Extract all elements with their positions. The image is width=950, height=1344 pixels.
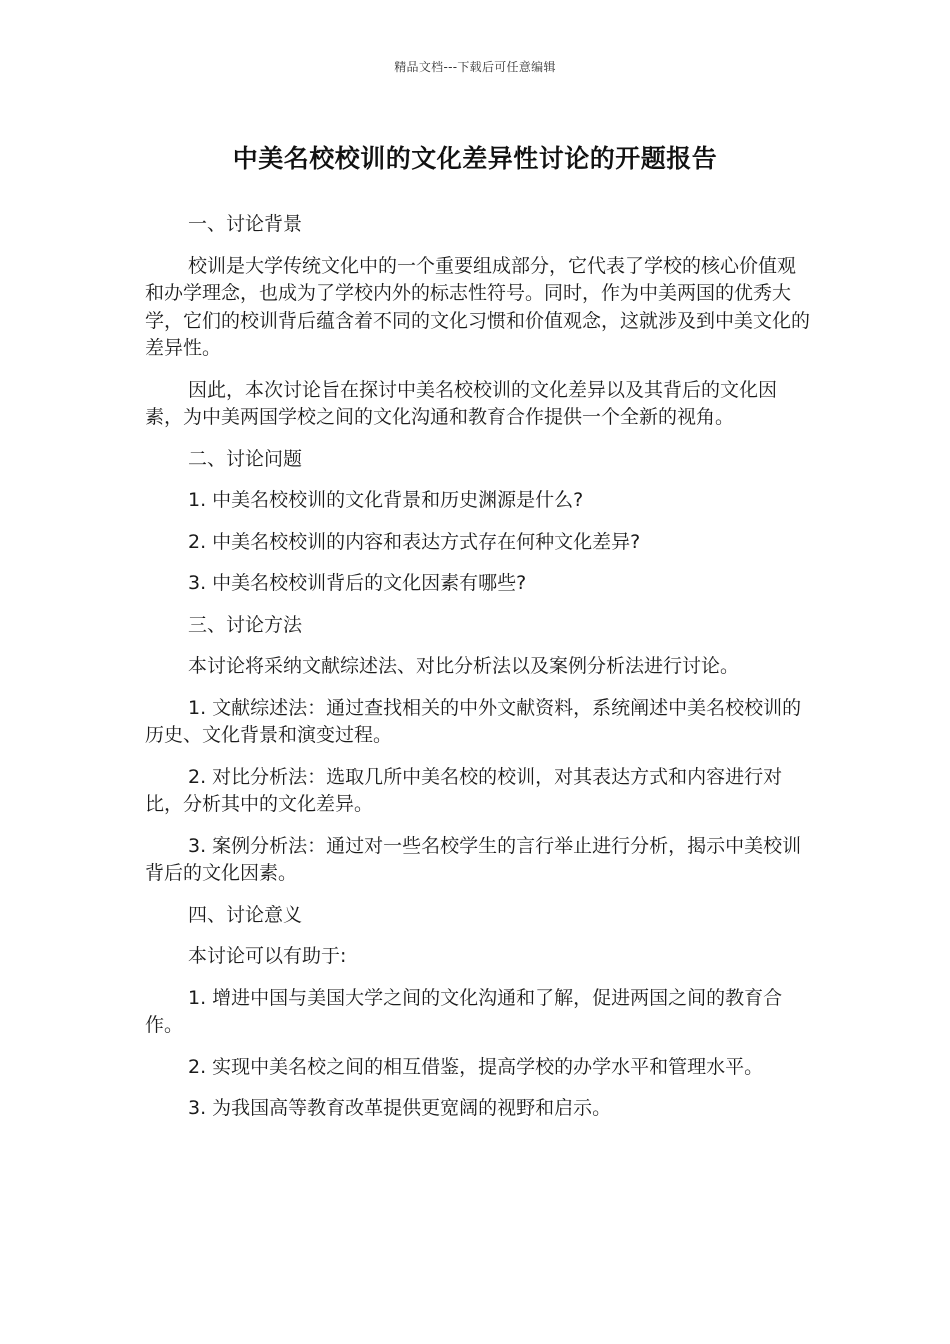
significance-item-2: 2. 实现中美名校之间的相互借鉴，提高学校的办学水平和管理水平。: [188, 1055, 764, 1078]
paragraph-significance-intro: 本讨论可以有助于:: [188, 945, 347, 967]
section-heading-background: 一、讨论背景: [188, 213, 303, 235]
paragraph-background-2: 因此，本次讨论旨在探讨中美名校校训的文化差异以及其背后的文化因素，为中美两国学校之间的文化沟通和教育合作提供一个全新的视角。: [145, 378, 778, 428]
method-item-3: 3. 案例分析法：通过对一些名校学生的言行举止进行分析，揭示中美校训背后的文化因素。: [145, 834, 802, 884]
section-heading-significance: 四、讨论意义: [188, 903, 303, 926]
method-item-2: 2. 对比分析法：选取几所中美名校的校训，对其表达方式和内容进行对比，分析其中的文化差异。: [145, 765, 783, 815]
document-title: 中美名校校训的文化差异性讨论的开题报告: [232, 144, 718, 173]
significance-item-3: 3. 为我国高等教育改革提供更宽阔的视野和启示。: [188, 1097, 612, 1119]
method-item-1: 1. 文献综述法：通过查找相关的中外文献资料，系统阐述中美名校校训的历史、文化背景和演变过程。: [145, 696, 802, 746]
paragraph-background-1: 校训是大学传统文化中的一个重要组成部分，它代表了学校的核心价值观和办学理念，也成为了学校内外的标志性符号。同时，作为中美两国的优秀大学，它们的校训背后蕴含着不同的文化习惯和价值观念，这就涉及到中美文化的差异性。: [145, 254, 811, 359]
paragraph-methods-intro: 本讨论将采纳文献综述法、对比分析法以及案例分析法进行讨论。: [188, 655, 740, 677]
question-item-2: 2. 中美名校校训的内容和表达方式存在何种文化差异?: [188, 530, 641, 553]
document-body: [145, 211, 810, 1137]
section-heading-methods: 三、讨论方法: [188, 613, 303, 636]
question-item-1: 1. 中美名校校训的文化背景和历史渊源是什么?: [188, 489, 584, 511]
section-heading-questions: 二、讨论问题: [188, 447, 303, 470]
question-item-3: 3. 中美名校校训背后的文化因素有哪些?: [188, 572, 527, 594]
header-note: 精品文档---下载后可任意编辑: [394, 60, 556, 74]
significance-item-1: 1. 增进中国与美国大学之间的文化沟通和了解，促进两国之间的教育合作。: [145, 986, 783, 1036]
